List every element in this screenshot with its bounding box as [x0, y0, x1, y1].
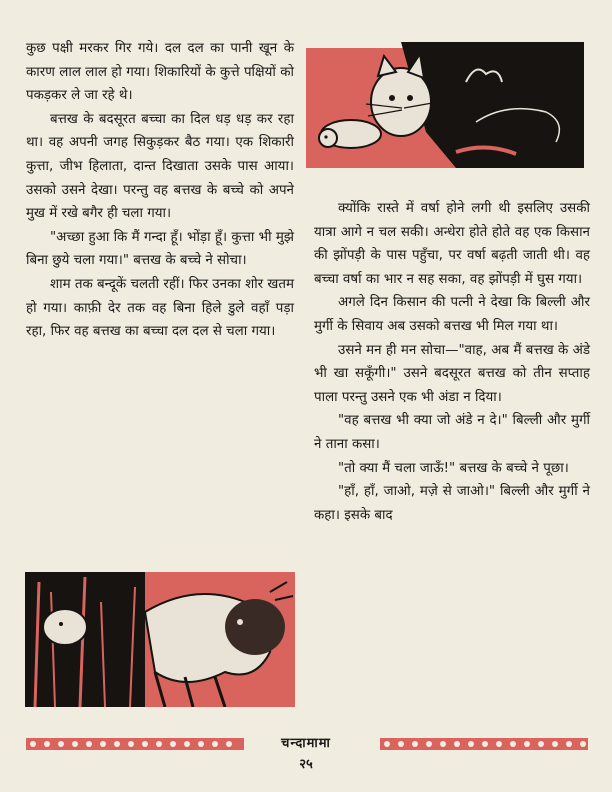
magazine-name: चन्दामामा [281, 736, 331, 751]
right-text-column [314, 197, 590, 527]
paragraph: "तो क्या मैं चला जाऊँ!" बत्तख के बच्चे ने पूछा। [338, 460, 569, 476]
paragraph: क्योंकि रास्ते में वर्षा होने लगी थी इसलिए उसकी यात्रा आगे न चल सकी। अन्धेरा होते होते वह एक किसान की झोंपड़ी के पास पहुँचा, पर वर्षा बढ़ती जाती थी। वह बच्चा वर्षा का भार न सह सका, वह झोंपड़ी में घुस गया। [314, 201, 590, 287]
left-text-column [26, 37, 294, 344]
paragraph: कुछ पक्षी मरकर गिर गये। दल दल का पानी खून के कारण लाल लाल हो गया। शिकारियों के कुत्ते पक्षियों को पकड़कर ले जा रहे थे। [26, 41, 294, 104]
paragraph: उसने मन ही मन सोचा—"वाह, अब मैं बत्तख के अंडे भी खा सकूँगी।" उसने बदसूरत बत्तख को तीन सप्ताह पाला परन्तु उसने एक भी अंडा न दिया। [314, 342, 590, 405]
cat-hen-duckling-illustration [306, 42, 584, 168]
paragraph: अगले दिन किसान की पत्नी ने देखा कि बिल्ली और मुर्गी के सिवाय अब उसको बत्तख भी मिल गया था। [314, 295, 590, 334]
paragraph: शाम तक बन्दूकें चलती रहीं। फिर उनका शोर खतम हो गया। काफ़ी देर तक वह बिना हिले डुले वहाँ पड़ा रहा, फिर वह बत्तख का बच्चा दल दल से चला गया। [26, 276, 294, 340]
dog-reeds-illustration [25, 572, 295, 707]
page-number: २५ [299, 757, 313, 772]
decorative-border-right [380, 735, 588, 747]
paragraph: "हाँ, हाँ, जाओ, मज़े से जाओ।" बिल्ली और मुर्गी ने कहा। इसके बाद [314, 484, 590, 523]
paragraph: "वह बत्तख भी क्या जो अंडे न दे।" बिल्ली और मुर्गी ने ताना कसा। [314, 413, 590, 452]
paragraph: बत्तख के बदसूरत बच्चा का दिल धड़ धड़ कर रहा था। वह अपनी जगह सिकुड़कर बैठ गया। एक शिकारी कुत्ता, जीभ हिलाता, दान्त दिखाता उसके पास आया। उसको उसने देखा। परन्तु वह बत्तख के बच्चे को अपने मुख में रखे बगैर ही चला गया। [26, 111, 294, 222]
paragraph: "अच्छा हुआ कि मैं गन्दा हूँ। भोंड़ा हूँ। कुत्ता भी मुझे बिना छुये चला गया।" बत्तख के बच्चे ने सोचा। [26, 229, 294, 269]
